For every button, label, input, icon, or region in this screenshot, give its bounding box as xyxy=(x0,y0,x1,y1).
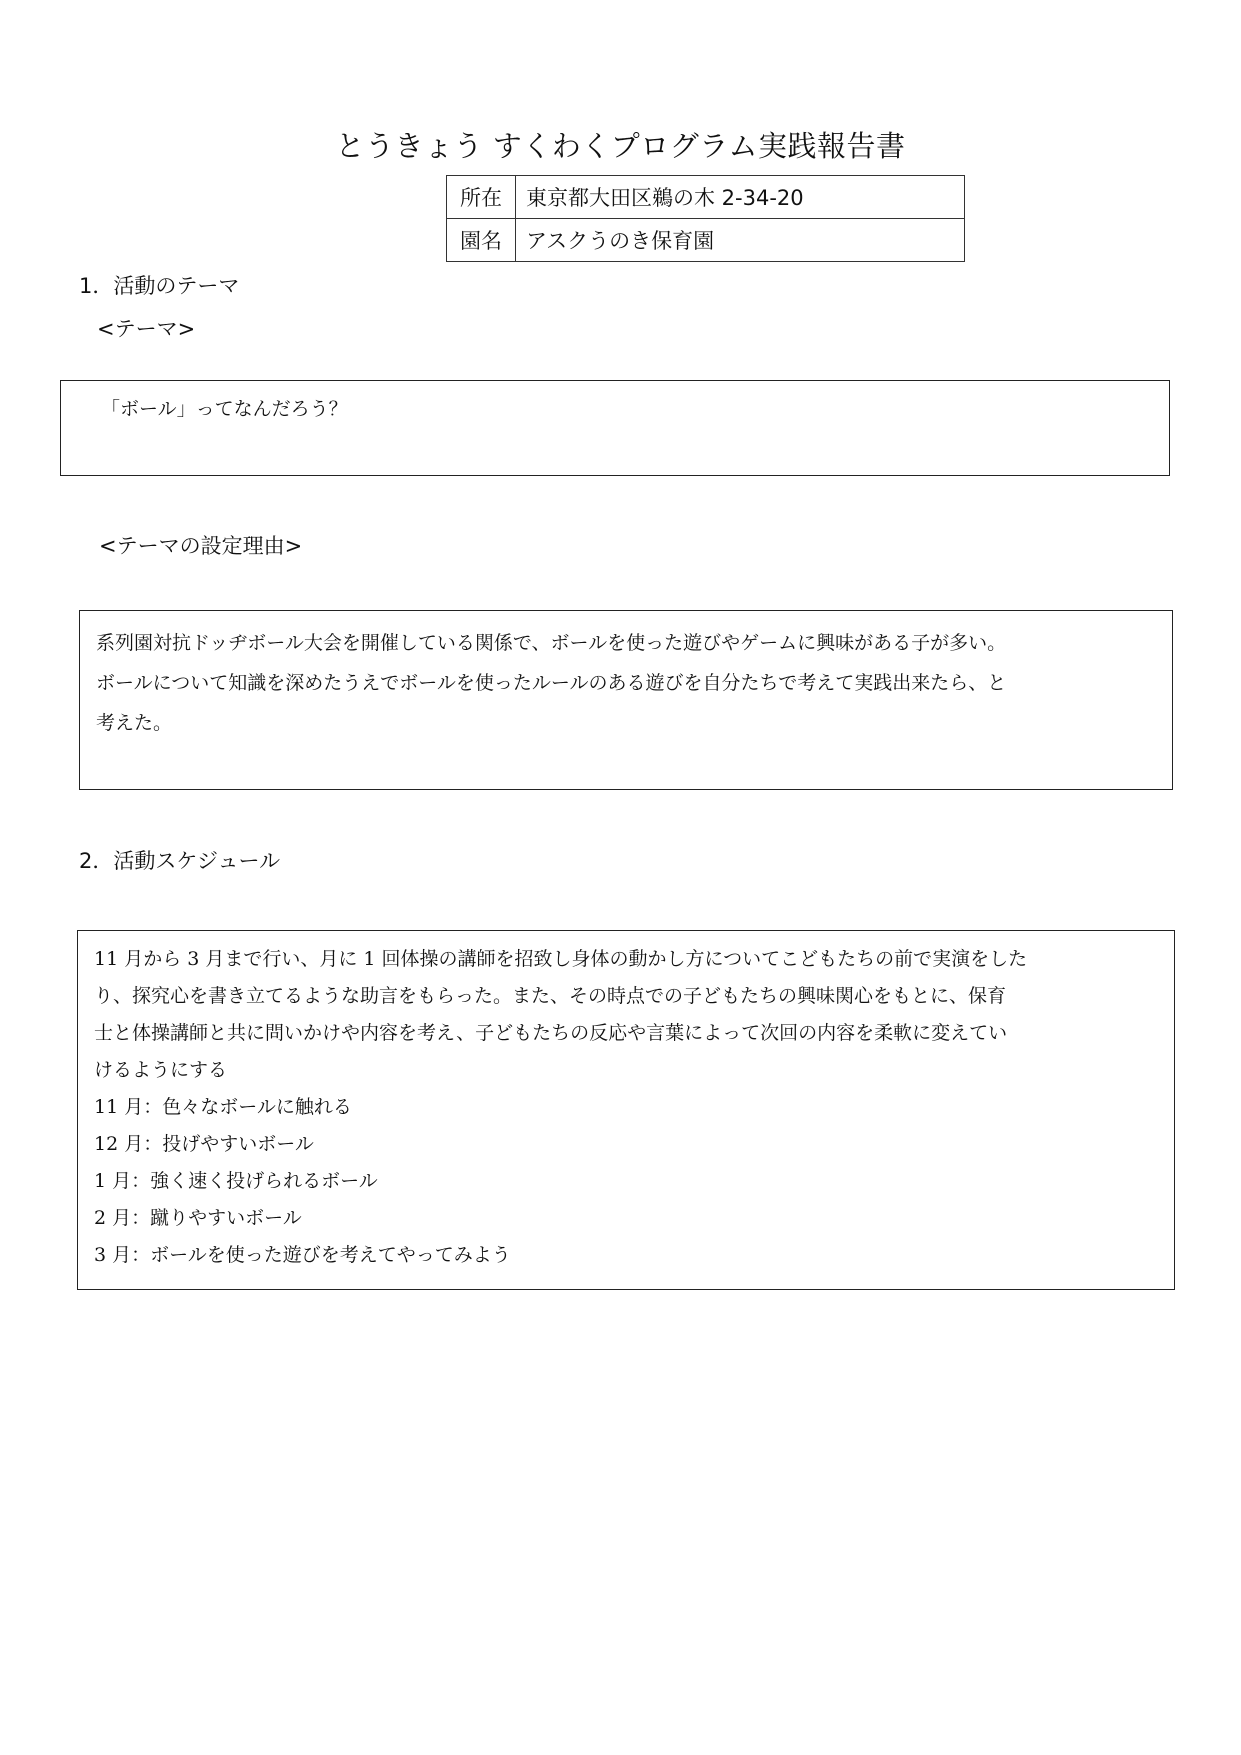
info-row-location xyxy=(447,176,965,219)
theme-label: <テーマ> xyxy=(97,317,196,341)
schedule-intro-line: り、探究心を書き立てるような助言をもらった。また、その時点での子どもたちの興味関心をもとに、保育 xyxy=(94,985,1007,1007)
facility-name-value: アスクうのき保育園 xyxy=(516,219,965,262)
reason-label: <テーマの設定理由> xyxy=(99,534,303,558)
schedule-list xyxy=(94,1089,1164,1274)
schedule-intro-line: 士と体操講師と共に問いかけや内容を考え、子どもたちの反応や言葉によって次回の内容を柔軟に変えてい xyxy=(94,1022,1008,1044)
section1-heading: 1．活動のテーマ xyxy=(79,274,240,298)
schedule-item: 12 月：投げやすいボール xyxy=(94,1133,314,1155)
schedule-intro-line: けるようにする xyxy=(94,1059,228,1081)
info-row-name xyxy=(447,219,965,262)
facility-name-label: 園名 xyxy=(447,219,516,262)
schedule-item: 11 月：色々なボールに触れる xyxy=(94,1096,352,1118)
schedule-item: 3 月：ボールを使った遊びを考えてやってみよう xyxy=(94,1244,511,1266)
schedule-item: 1 月：強く速く投げられるボール xyxy=(94,1170,378,1192)
reason-box xyxy=(79,610,1173,790)
page-title: とうきょう すくわくプログラム実践報告書 xyxy=(335,129,906,163)
info-table xyxy=(446,175,965,262)
section2-heading: 2．活動スケジュール xyxy=(79,849,281,873)
schedule-item: 2 月：蹴りやすいボール xyxy=(94,1207,302,1229)
theme-text: 「ボール」ってなんだろう？ xyxy=(101,398,348,420)
theme-box xyxy=(60,380,1170,476)
reason-line: 考えた。 xyxy=(96,712,173,734)
location-value: 東京都大田区鵜の木 2-34-20 xyxy=(516,176,965,219)
schedule-box xyxy=(77,930,1175,1290)
reason-line: 系列園対抗ドッヂボール大会を開催している関係で、ボールを使った遊びやゲームに興味がある子が多い。 xyxy=(96,632,1007,654)
schedule-intro-line: 11 月から 3 月まで行い、月に 1 回体操の講師を招致し身体の動かし方についてこどもたちの前で実演をした xyxy=(94,948,1028,970)
reason-line: ボールについて知識を深めたうえでボールを使ったルールのある遊びを自分たちで考えて実践出来たら、と xyxy=(96,672,1007,694)
location-label: 所在 xyxy=(447,176,516,219)
